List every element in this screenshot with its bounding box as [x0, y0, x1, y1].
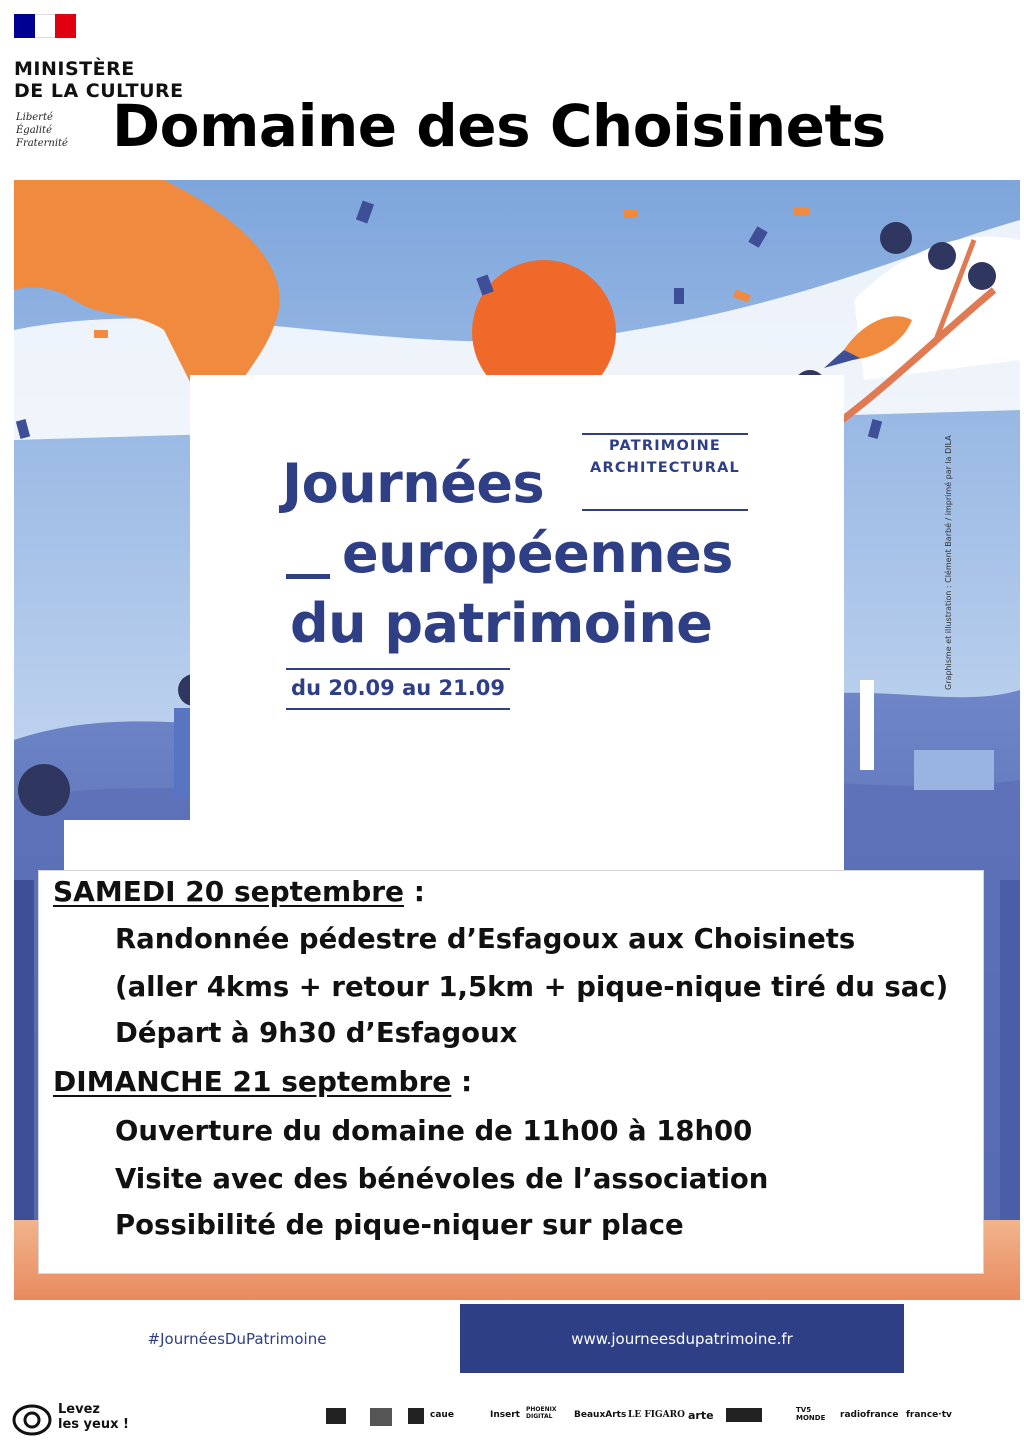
- sponsor-tv5: TV5 MONDE: [796, 1406, 826, 1422]
- sponsor-radiofrance: radiofrance: [840, 1410, 899, 1420]
- page-title: Domaine des Choisinets: [112, 92, 886, 160]
- french-flag-icon: [14, 14, 76, 38]
- sunday-colon: :: [451, 1065, 473, 1098]
- sunday-line-visit: Visite avec des bénévoles de l’association: [115, 1163, 769, 1195]
- poster-dates: du 20.09 au 21.09: [291, 676, 505, 700]
- program-box: [38, 870, 984, 1274]
- saturday-colon: :: [404, 875, 425, 908]
- saturday-heading: [53, 875, 425, 908]
- sponsor-logo-4: [726, 1408, 762, 1422]
- sponsor-francetv: france·tv: [906, 1410, 952, 1420]
- dates-rule-bottom: [286, 708, 510, 710]
- sponsor-beauxarts: BeauxArts: [574, 1410, 627, 1420]
- sponsor-logo-3: [408, 1408, 424, 1424]
- credit-text: Graphisme et illustration : Clément Barbé / imprimé par la DILA: [944, 435, 953, 690]
- eye-icon: [12, 1400, 52, 1440]
- sunday-heading: [53, 1065, 472, 1098]
- levez-line-1: Levez: [58, 1402, 100, 1417]
- sponsor-lefigaro: LE FIGARO: [628, 1410, 685, 1420]
- levez-text: [58, 1402, 129, 1432]
- poster-title-line3: du patrimoine: [290, 592, 713, 655]
- saturday-label: SAMEDI 20 septembre: [53, 875, 405, 908]
- motto-fraternite: Fraternité: [16, 138, 68, 149]
- tag-line-2: ARCHITECTURAL: [590, 460, 740, 476]
- saturday-line-hike: Randonnée pédestre d’Esfagoux aux Choisinets: [115, 923, 856, 955]
- dates-rule-top: [286, 668, 510, 670]
- sponsor-insert: Insert: [490, 1410, 520, 1420]
- tag-rule-bottom: [582, 509, 748, 511]
- poster-credit: [944, 420, 958, 690]
- poster-tag: [582, 435, 748, 479]
- saturday-line-distance: (aller 4kms + retour 1,5km + pique-nique tiré du sac): [115, 971, 949, 1003]
- sponsor-phoenix: PHOENIX DIGITAL: [526, 1406, 557, 1420]
- sponsor-logo-1: [326, 1408, 346, 1424]
- event-poster: [14, 180, 1020, 1373]
- levez-les-yeux-logo: [12, 1400, 152, 1440]
- sunday-line-picnic: Possibilité de pique-niquer sur place: [115, 1209, 684, 1241]
- ministry-name-line1: MINISTÈRE: [14, 58, 135, 80]
- lighthouse-icon: [860, 680, 874, 770]
- motto-egalite: Égalité: [16, 125, 52, 136]
- sponsor-logo-2: [370, 1408, 392, 1426]
- sponsor-caue: caue: [430, 1410, 454, 1420]
- poster-website-link[interactable]: www.journeesdupatrimoine.fr: [460, 1304, 904, 1373]
- poster-title-line2: européennes: [342, 522, 733, 585]
- sponsor-arte: arte: [688, 1409, 714, 1422]
- motto-liberte: Liberté: [16, 112, 53, 123]
- sunday-line-opening: Ouverture du domaine de 11h00 à 18h00: [115, 1115, 753, 1147]
- tag-line-1: PATRIMOINE: [608, 438, 722, 454]
- saturday-line-departure: Départ à 9h30 d’Esfagoux: [115, 1017, 518, 1049]
- ministry-name-line2: DE LA CULTURE: [14, 80, 184, 102]
- sunday-label: DIMANCHE 21 septembre: [53, 1065, 452, 1098]
- levez-line-2: les yeux !: [58, 1417, 129, 1432]
- title-dash: [286, 574, 330, 579]
- poster-hashtag: #JournéesDuPatrimoine: [14, 1304, 460, 1373]
- sponsor-logos: [326, 1404, 966, 1432]
- poster-title-line1: Journées: [282, 452, 545, 515]
